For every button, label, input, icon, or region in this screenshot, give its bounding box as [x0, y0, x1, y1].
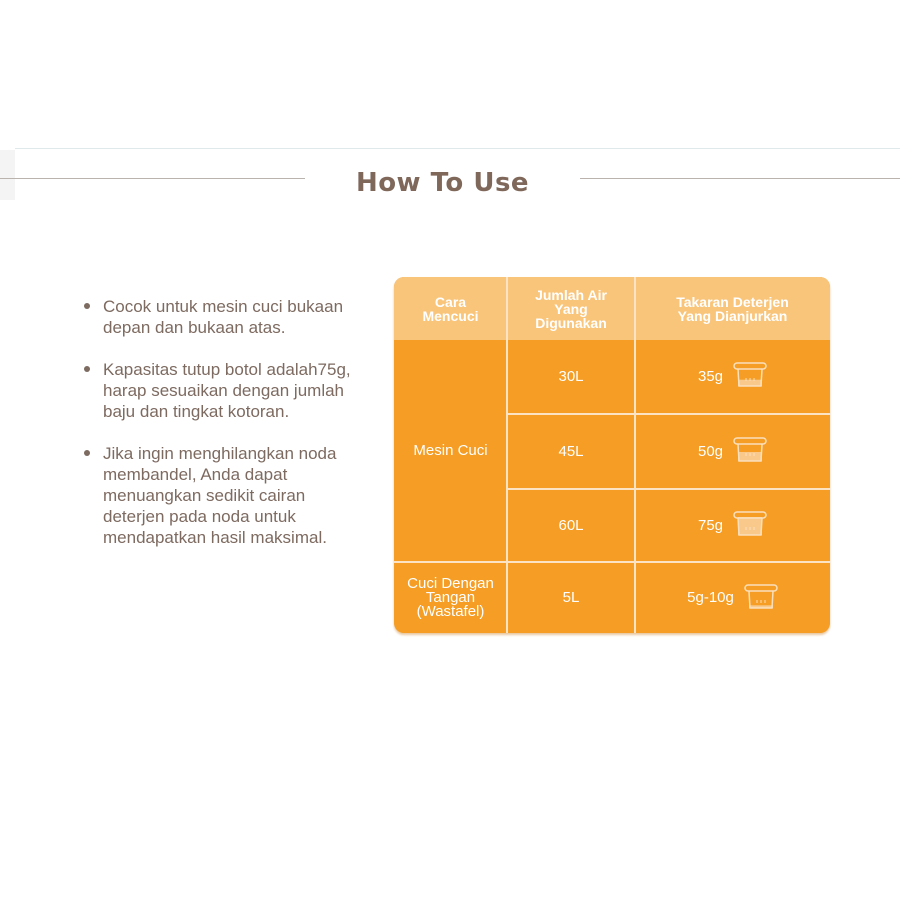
- row-divider: [394, 561, 830, 563]
- dose-cell: [635, 415, 830, 488]
- col-divider: [506, 277, 508, 633]
- measuring-cap-icon: [744, 582, 778, 615]
- header-water: Jumlah Air Yang Digunakan: [507, 277, 635, 340]
- measuring-cap-icon: [733, 360, 767, 393]
- list-item: [82, 443, 352, 548]
- list-item: [82, 359, 352, 422]
- dose-cell: [635, 563, 830, 633]
- measuring-cap-icon: [733, 509, 767, 542]
- bullet-text: Jika ingin menghilangkan noda membandel, Anda dapat menuangkan sedikit cairan deterjen pada noda untuk mendapatkan hasil maksimal.: [103, 444, 337, 547]
- water-amount: 5L: [562, 589, 580, 606]
- water-amount: 45L: [558, 442, 584, 460]
- row-divider: [506, 413, 830, 415]
- dose-amount: 5g-10g: [687, 589, 734, 606]
- bullet-icon: [84, 450, 90, 456]
- title-rule-left: [0, 178, 305, 179]
- usage-list: [82, 296, 352, 569]
- dose-cell: [635, 340, 830, 413]
- col-divider: [634, 277, 636, 633]
- header-dose: Takaran Deterjen Yang Dianjurkan: [635, 277, 830, 340]
- bullet-text: Cocok untuk mesin cuci bukaan depan dan bukaan atas.: [103, 297, 344, 337]
- bullet-icon: [84, 303, 90, 309]
- dose-amount: 35g: [697, 367, 724, 385]
- bullet-icon: [84, 366, 90, 372]
- list-item: [82, 296, 352, 338]
- dosage-table: [394, 277, 830, 633]
- water-amount: 60L: [558, 516, 584, 534]
- top-divider: [15, 148, 900, 149]
- edge-fade: [0, 150, 15, 200]
- bullet-text: Kapasitas tutup botol adalah75g, harap sesuaikan dengan jumlah baju dan tingkat kotoran.: [103, 360, 351, 421]
- row-divider: [506, 488, 830, 490]
- header-method: Cara Mencuci: [394, 277, 507, 340]
- dose-amount: 75g: [697, 516, 724, 534]
- water-amount: 30L: [558, 367, 584, 385]
- section-title: How To Use: [355, 168, 530, 198]
- title-rule-right: [580, 178, 900, 179]
- method-hand: Cuci Dengan Tangan (Wastafel): [407, 574, 494, 620]
- dose-cell: [635, 490, 830, 561]
- method-machine: Mesin Cuci: [413, 442, 488, 459]
- measuring-cap-icon: [733, 435, 767, 468]
- dose-amount: 50g: [697, 442, 724, 460]
